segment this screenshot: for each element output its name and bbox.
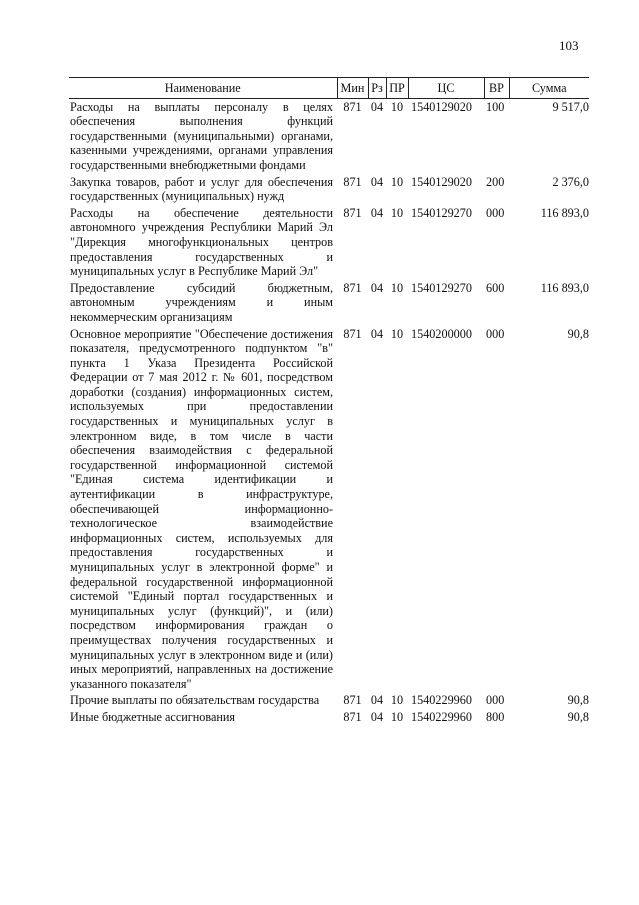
header-sum: Сумма (509, 78, 589, 99)
row-min: 871 (343, 99, 362, 114)
row-pr: 10 (390, 205, 404, 220)
row-pr: 10 (390, 174, 404, 189)
row-min: 871 (343, 709, 362, 724)
row-vr: 000 (486, 205, 505, 220)
table-row (69, 174, 589, 205)
row-cs: 1540129270 (411, 205, 472, 220)
row-name: Предоставление субсидий бюджетным, автономным учреждениям и иным некоммерческим организациям (70, 280, 333, 324)
row-name: Расходы на обеспечение деятельности автономного учреждения Республики Марий Эл "Дирекция многофункциональных центров предоставления государственных и муниципальных услуг в Республике Марий Эл" (70, 205, 333, 279)
row-cs: 1540129020 (411, 99, 472, 114)
table-header-row (69, 78, 589, 99)
row-cs: 1540129270 (411, 280, 472, 295)
header-cs: ЦС (408, 78, 484, 99)
row-pr: 10 (390, 326, 404, 341)
row-name: Закупка товаров, работ и услуг для обеспечения государственных (муниципальных) нужд (70, 174, 333, 204)
row-sum: 9 517,0 (552, 99, 589, 114)
row-sum: 90,8 (567, 693, 589, 708)
header-min: Мин (337, 78, 368, 99)
row-rz: 04 (370, 326, 384, 341)
row-min: 871 (343, 205, 362, 220)
row-name: Иные бюджетные ассигнования (70, 709, 236, 724)
table-row (69, 692, 589, 709)
row-rz: 04 (370, 709, 384, 724)
row-rz: 04 (370, 280, 384, 295)
row-min: 871 (343, 174, 362, 189)
header-name: Наименование (69, 78, 337, 99)
row-pr: 10 (390, 693, 404, 708)
row-min: 871 (343, 326, 362, 341)
header-pr: ПР (386, 78, 408, 99)
table-row (69, 709, 589, 726)
row-vr: 000 (486, 326, 505, 341)
table-row (69, 205, 589, 280)
row-cs: 1540229960 (411, 693, 472, 708)
row-cs: 1540229960 (411, 709, 472, 724)
row-rz: 04 (370, 99, 384, 114)
row-sum: 90,8 (567, 709, 589, 724)
row-rz: 04 (370, 693, 384, 708)
header-rz: Рз (368, 78, 386, 99)
row-vr: 200 (486, 174, 505, 189)
row-min: 871 (343, 280, 362, 295)
row-vr: 600 (486, 280, 505, 295)
row-pr: 10 (390, 280, 404, 295)
table-row (69, 326, 589, 693)
row-name: Расходы на выплаты персоналу в целях обеспечения выполнения функций государственными (муниципальными) органами, казенными учреждениями, органами управления государственными внебюджетными фондами (70, 99, 333, 172)
row-sum: 116 893,0 (540, 205, 589, 220)
table-row (69, 280, 589, 326)
row-sum: 116 893,0 (540, 280, 589, 295)
row-vr: 100 (486, 99, 505, 114)
row-cs: 1540200000 (411, 326, 472, 341)
row-rz: 04 (370, 205, 384, 220)
row-name: Основное мероприятие "Обеспечение достижения показателя, предусмотренного подпунктом "в" пункта 1 Указа Президента Российской Федерации от 7 мая 2012 г. № 601, посредством доработки (создания) информационных систем, используемых при предоставлении государственных и муниципальных услуг в электронном виде, в том числе в части обеспечения взаимодействия с федеральной государственной информационной системой "Единая система идентификации и аутентификации в инфраструктуре, обеспечивающей информационно-технологическое взаимодействие информационных систем, используемых для предоставления государственных и муниципальных услуг в электронной форме" и федеральной государственной информационной системой "Единый портал государственных и муниципальных услуг (функций)", и (или) посредством информирования граждан о преимуществах получения государственных и муниципальных услуг в электронном виде и (или) иных мероприятий, направленных на достижение указанного показателя" (70, 326, 333, 691)
row-sum: 90,8 (567, 326, 589, 341)
row-sum: 2 376,0 (552, 174, 589, 189)
row-pr: 10 (390, 99, 404, 114)
row-pr: 10 (390, 709, 404, 724)
table-row (69, 98, 589, 173)
row-name: Прочие выплаты по обязательствам государства (70, 693, 320, 708)
row-cs: 1540129020 (411, 174, 472, 189)
row-vr: 800 (486, 709, 505, 724)
page-number: 103 (559, 38, 579, 53)
row-min: 871 (343, 693, 362, 708)
budget-table (69, 77, 589, 726)
row-vr: 000 (486, 693, 505, 708)
row-rz: 04 (370, 174, 384, 189)
header-vr: ВР (484, 78, 509, 99)
